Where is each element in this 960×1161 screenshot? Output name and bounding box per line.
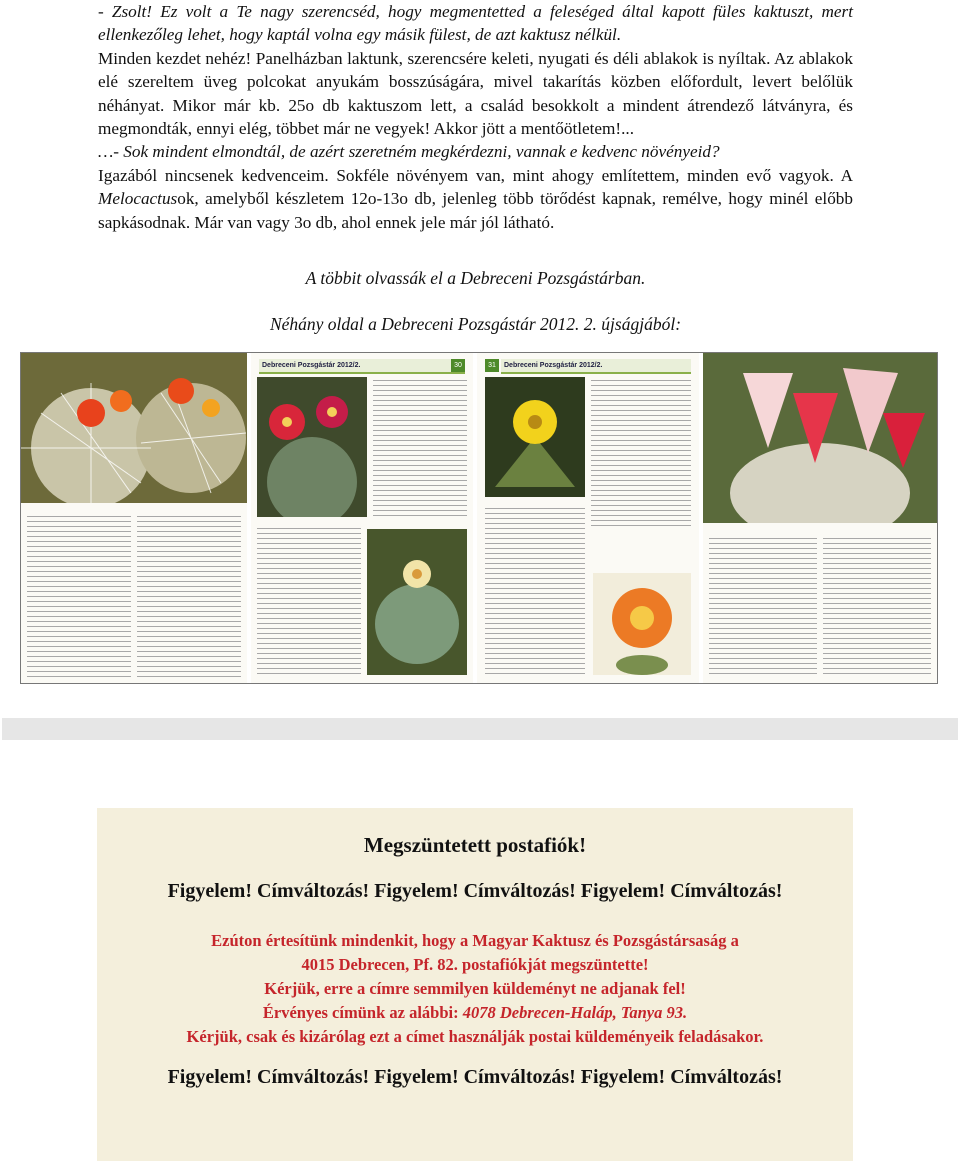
address-change-notice [97, 808, 853, 1161]
notice-line-5: Kérjük, csak és kizárólag ezt a címet használják postai küldeményeik feladásakor. [186, 1027, 764, 1046]
magazine-pages-caption: Néhány oldal a Debreceni Pozsgástár 2012. 2. újságjából: [269, 314, 682, 334]
notice-line-2: 4015 Debrecen, Pf. 82. postafiókját megszüntette! [301, 955, 649, 974]
cactus-photo-yellow-flower [485, 377, 585, 497]
cactus-photo-orange-flower [593, 573, 691, 675]
notice-line-1: Ezúton értesítünk mindenkit, hogy a Magyar Kaktusz és Pozsgástársaság a [211, 931, 739, 950]
text-column [137, 513, 241, 678]
cactus-photo-white-spines [21, 353, 247, 503]
valid-address: 4078 Debrecen-Haláp, Tanya 93. [462, 1003, 688, 1022]
notice-line-4 [97, 1001, 853, 1025]
gray-divider-band [2, 718, 958, 740]
page-header: Debreceni Pozsgástár 2012/2. [259, 359, 465, 374]
magazine-page-photo-right [703, 353, 937, 683]
text-column [709, 535, 817, 678]
page-number: 31 [485, 359, 499, 372]
cactus-photo-pink-flowers [257, 377, 367, 517]
interview-question: …- Sok mindent elmondtál, de azért szeretném megkérdezni, vannak e kedvenc növényeid? [98, 142, 720, 162]
text-column [373, 377, 467, 517]
article-paragraph-3 [98, 164, 853, 234]
cactus-photo-astrophytum [367, 529, 467, 675]
text-column [823, 535, 931, 678]
notice-alert-bottom: Figyelem! Címváltozás! Figyelem! Címváltozás! Figyelem! Címváltozás! [167, 1066, 783, 1088]
notice-body [97, 929, 853, 1049]
article-paragraph-1: - Zsolt! Ez volt a Te nagy szerencséd, hogy megmentetted a feleséged által kapott füles kaktuszt, mert ellenkezőleg lehet, hogy kaptál volna egy másik fülest, de azt kaktusz nélkül. [98, 2, 853, 45]
text-column [257, 525, 361, 677]
magazine-page-right [477, 353, 699, 683]
read-more-caption: A többit olvassák el a Debreceni Pozsgástárban. [305, 268, 646, 288]
page-header: Debreceni Pozsgástár 2012/2. [501, 359, 691, 374]
magazine-page-left [251, 353, 473, 683]
page-number: 30 [451, 359, 465, 372]
notice-line-3: Kérjük, erre a címre semmilyen küldeményt ne adjanak fel! [264, 979, 686, 998]
cactus-photo-red-pink-flowers [703, 353, 937, 523]
notice-alert-top: Figyelem! Címváltozás! Figyelem! Címváltozás! Figyelem! Címváltozás! [167, 880, 783, 902]
magazine-spread-image [20, 352, 938, 684]
notice-title: Megszüntetett postafiók! [363, 833, 587, 857]
article-text [98, 0, 853, 234]
text-column [27, 513, 131, 678]
magazine-page-photo-left [21, 353, 247, 683]
genus-name: Melocactus [98, 189, 178, 209]
text-column [485, 505, 585, 677]
valid-address-label: Érvényes címünk az alábbi: [262, 1003, 463, 1022]
p3-text-a: Igazából nincsenek kedvenceim. Sokféle növényem van, mint ahogy említettem, minden evő vagyok. A [98, 165, 853, 185]
article-paragraph-2: Minden kezdet nehéz! Panelházban laktunk, szerencsére keleti, nyugati és déli ablakok is nyíltak. Az ablakok elé szereltem üveg polcokat anyukám bosszúságára, mivel takarítás közben előfordult, levert belőlük néhányat. Mikor már kb. 25o db kaktuszom lett, a család besokkolt a mindent átrendező látványra, és megmondták, ennyi elég, többet már ne vegyek! Akkor jött a mentőötletem!... [98, 48, 853, 139]
text-column [591, 377, 691, 527]
p3-text-b: ok, amelyből készletem 12o-13o db, jelenleg több törődést kapnak, remélve, hogy minél előbb sapkásodnak. Már van vagy 3o db, ahol ennek jele már jól látható. [98, 189, 853, 232]
